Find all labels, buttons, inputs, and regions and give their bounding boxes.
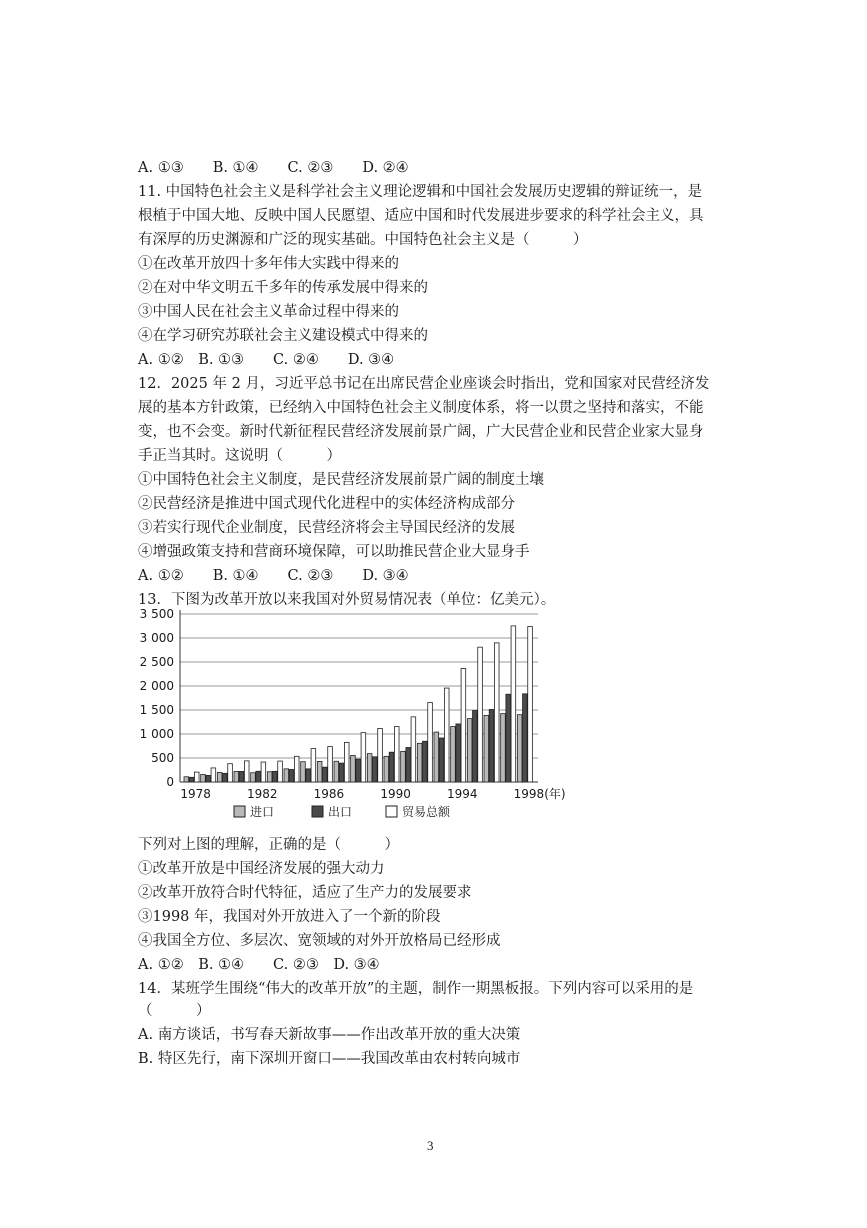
bar-出口-1989 <box>373 757 378 782</box>
bar-出口-1993 <box>439 738 444 782</box>
bar-进口-1981 <box>234 771 239 782</box>
bar-进口-1995 <box>467 719 472 782</box>
q10-options: A. ①③ B. ①④ C. ②③ D. ②④ <box>138 160 409 176</box>
bar-贸易总额-1998 <box>528 627 533 782</box>
legend-swatch <box>234 806 245 817</box>
y-tick-label: 1 500 <box>139 703 174 717</box>
bar-出口-1990 <box>389 752 394 782</box>
q14-option-a: A. 南方谈话，书写春天新故事——作出改革开放的重大决策 <box>138 1027 521 1043</box>
bar-出口-1992 <box>423 741 428 782</box>
q13-item-2: ②改革开放符合时代特征，适应了生产力的发展要求 <box>138 885 472 901</box>
bar-进口-1984 <box>284 769 289 782</box>
bar-进口-1997 <box>501 714 506 782</box>
q11-item-4: ④在学习研究苏联社会主义建设模式中得来的 <box>138 328 428 344</box>
bar-进口-1991 <box>401 751 406 782</box>
q13-stem: 13．下图为改革开放以来我国对外贸易情况表（单位：亿美元）。 <box>138 592 556 608</box>
bar-贸易总额-1994 <box>461 668 466 782</box>
q11-stem-line-1: 11. 中国特色社会主义是科学社会主义理论逻辑和中国社会发展历史逻辑的辩证统一，是 <box>138 184 703 200</box>
chart-x-tick-labels <box>180 786 565 801</box>
bar-进口-1978 <box>184 777 189 782</box>
y-tick-label: 0 <box>166 775 174 789</box>
bar-出口-1997 <box>506 694 511 782</box>
bar-贸易总额-1982 <box>261 762 266 782</box>
bar-贸易总额-1981 <box>244 761 249 782</box>
q12-stem-line-1: 12．2025 年 2 月，习近平总书记在出席民营企业座谈会时指出，党和国家对民营经济发 <box>138 376 710 392</box>
legend-swatch <box>312 806 323 817</box>
bar-进口-1979 <box>201 774 206 782</box>
x-tick-label: 1994 <box>447 787 478 801</box>
q12-item-4: ④增强政策支持和营商环境保障，可以助推民营企业大显身手 <box>138 544 530 560</box>
q11-item-1: ①在改革开放四十多年伟大实践中得来的 <box>138 256 399 272</box>
bar-进口-1983 <box>267 772 272 782</box>
q12-stem-line-3: 变，也不会变。新时代新征程民营经济发展前景广阔，广大民营企业和民营企业家大显身 <box>138 424 704 440</box>
q12-item-1: ①中国特色社会主义制度，是民营经济发展前景广阔的制度土壤 <box>138 472 544 488</box>
bar-贸易总额-1997 <box>511 626 516 782</box>
q14-option-b: B. 特区先行，南下深圳开窗口——我国改革由农村转向城市 <box>138 1051 521 1067</box>
q13-item-4: ④我国全方位、多层次、宽领域的对外开放格局已经形成 <box>138 933 501 949</box>
q13-question: 下列对上图的理解，正确的是（ ） <box>138 837 399 853</box>
bar-出口-1988 <box>356 759 361 782</box>
bar-出口-1998 <box>523 694 528 782</box>
q13-options: A. ①② B. ①④ C. ②③ D. ③④ <box>138 957 380 973</box>
legend-label: 进口 <box>250 805 275 819</box>
bar-出口-1983 <box>273 771 278 782</box>
chart-legend <box>234 804 451 819</box>
x-tick-label: 1990 <box>380 787 411 801</box>
q11-stem-line-2: 根植于中国大地、反映中国人民愿望、适应中国和时代发展进步要求的科学社会主义，具 <box>138 208 704 224</box>
bar-进口-1985 <box>301 762 306 782</box>
q11-item-2: ②在对中华文明五千多年的传承发展中得来的 <box>138 280 428 296</box>
bar-出口-1991 <box>406 747 411 782</box>
bar-出口-1978 <box>189 777 194 782</box>
bar-贸易总额-1984 <box>294 756 299 782</box>
q14-stem-line-1: 14．某班学生围绕“伟大的改革开放”的主题，制作一期黑板报。下列内容可以采用的是 <box>138 981 694 997</box>
legend-label: 出口 <box>328 805 353 819</box>
bar-出口-1979 <box>206 775 211 782</box>
bar-进口-1996 <box>484 715 489 782</box>
q14-stem-line-2: （ ） <box>138 1003 211 1019</box>
bar-贸易总额-1996 <box>494 643 499 782</box>
trade-bar-chart <box>138 598 566 830</box>
q11-item-3: ③中国人民在社会主义革命过程中得来的 <box>138 304 399 320</box>
x-tick-label: 1986 <box>313 787 345 801</box>
q13-item-1: ①改革开放是中国经济发展的强大动力 <box>138 861 385 877</box>
y-tick-label: 1 000 <box>139 727 174 741</box>
bar-贸易总额-1979 <box>211 768 216 782</box>
q12-item-3: ③若实行现代企业制度，民营经济将会主导国民经济的发展 <box>138 520 515 536</box>
page-number: 3 <box>427 1138 434 1153</box>
bar-进口-1992 <box>417 743 422 782</box>
legend-label: 贸易总额 <box>402 805 451 819</box>
bar-贸易总额-1985 <box>311 749 316 782</box>
bar-贸易总额-1988 <box>361 733 366 782</box>
bar-出口-1985 <box>306 769 311 782</box>
y-tick-label: 3 000 <box>139 631 174 645</box>
y-tick-label: 3 500 <box>139 607 174 621</box>
x-tick-label: 1998(年) <box>513 787 566 801</box>
bar-进口-1998 <box>517 715 522 782</box>
bar-进口-1990 <box>384 756 389 782</box>
bar-出口-1980 <box>223 773 228 782</box>
bar-贸易总额-1993 <box>444 688 449 782</box>
bar-出口-1994 <box>456 724 461 782</box>
bar-进口-1993 <box>434 732 439 782</box>
legend-swatch <box>386 806 397 817</box>
bar-出口-1987 <box>339 763 344 782</box>
bar-贸易总额-1989 <box>378 728 383 782</box>
q12-stem-line-4: 手正当其时。这说明（ ） <box>138 448 341 464</box>
chart-y-tick-labels <box>140 607 174 789</box>
q12-item-2: ②民营经济是推进中国式现代化进程中的实体经济构成部分 <box>138 496 515 512</box>
bar-出口-1986 <box>323 767 328 782</box>
bar-进口-1987 <box>334 761 339 782</box>
x-tick-label: 1978 <box>180 787 211 801</box>
y-tick-label: 500 <box>151 751 174 765</box>
bar-贸易总额-1980 <box>228 764 233 782</box>
bar-出口-1995 <box>473 711 478 782</box>
bar-进口-1994 <box>451 727 456 782</box>
bar-贸易总额-1986 <box>328 747 333 782</box>
q12-options: A. ①② B. ①④ C. ②③ D. ③④ <box>138 568 409 584</box>
y-tick-label: 2 500 <box>139 655 174 669</box>
bar-出口-1984 <box>289 769 294 782</box>
bar-出口-1981 <box>239 771 244 782</box>
bar-出口-1982 <box>256 771 261 782</box>
bar-出口-1996 <box>489 709 494 782</box>
bar-贸易总额-1992 <box>428 703 433 782</box>
bar-进口-1988 <box>351 755 356 782</box>
x-tick-label: 1982 <box>247 787 278 801</box>
bar-贸易总额-1995 <box>478 647 483 782</box>
bar-贸易总额-1990 <box>394 727 399 782</box>
y-tick-label: 2 000 <box>139 679 174 693</box>
bar-贸易总额-1983 <box>278 761 283 782</box>
chart-bars <box>184 626 532 782</box>
q13-item-3: ③1998 年，我国对外开放进入了一个新的阶段 <box>138 909 441 925</box>
bar-进口-1989 <box>367 754 372 782</box>
bar-进口-1980 <box>217 772 222 782</box>
bar-贸易总额-1978 <box>194 772 199 782</box>
bar-贸易总额-1987 <box>344 742 349 782</box>
q12-stem-line-2: 展的基本方针政策，已经纳入中国特色社会主义制度体系，将一以贯之坚持和落实，不能 <box>138 400 704 416</box>
bar-贸易总额-1991 <box>411 717 416 782</box>
q11-stem-line-3: 有深厚的历史渊源和广泛的现实基础。中国特色社会主义是（ ） <box>138 232 588 248</box>
bar-进口-1986 <box>317 761 322 782</box>
bar-进口-1982 <box>251 773 256 782</box>
q11-options: A. ①② B. ①③ C. ②④ D. ③④ <box>138 352 395 368</box>
